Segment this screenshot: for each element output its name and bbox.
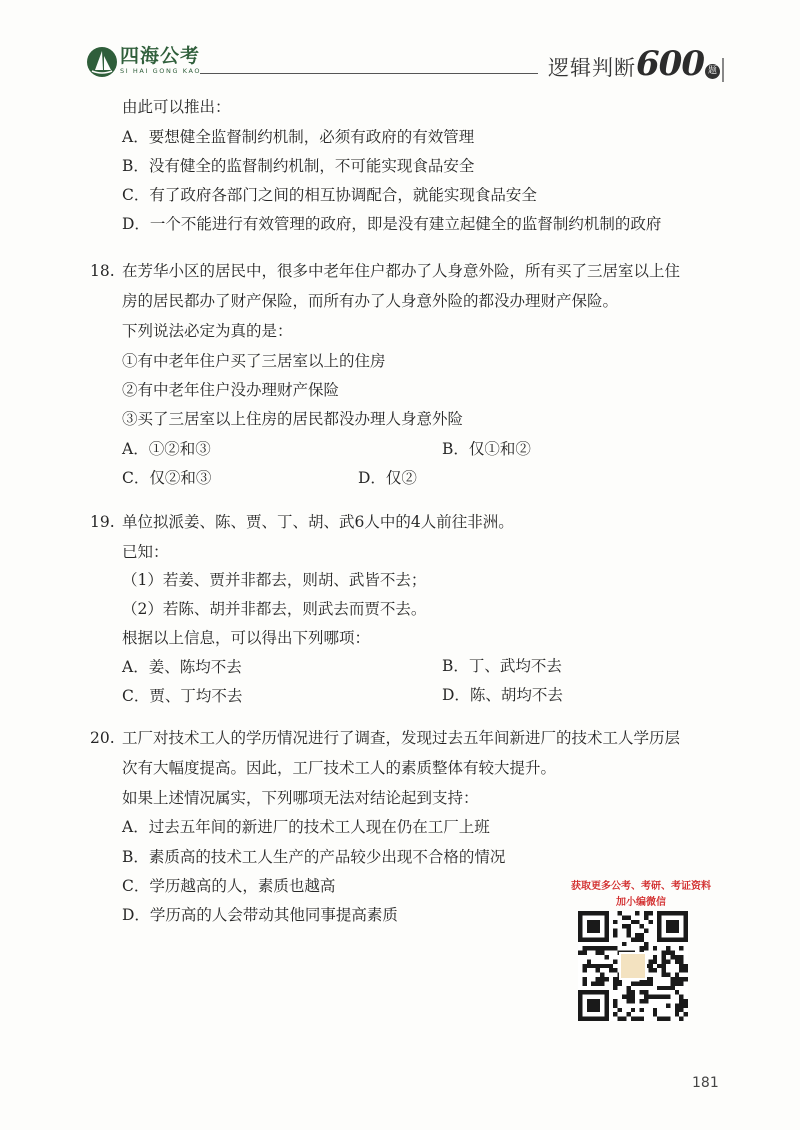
sail-logo-icon — [86, 46, 118, 78]
q18-option-c: C．仅②和③ — [122, 469, 212, 487]
q17-prompt: 由此可以推出： — [122, 98, 231, 116]
book-title — [548, 44, 720, 84]
q18-number: 18. — [90, 262, 115, 280]
q20-option-d: D．学历高的人会带动其他同事提高素质 — [122, 906, 398, 924]
q20-number: 20. — [90, 729, 115, 747]
q19-number: 19. — [90, 513, 115, 531]
q17-option-b: B．没有健全的监督制约机制，不可能实现食品安全 — [122, 157, 475, 175]
book-title-number: 600 — [636, 44, 704, 84]
qr-center-avatar-icon — [619, 952, 647, 980]
q19-condition-2: （2）若陈、胡并非都去，则武去而贾不去。 — [122, 600, 427, 618]
q18-question: 下列说法必定为真的是： — [122, 322, 293, 340]
brand-name-cn: 四海公考 — [120, 45, 201, 67]
qr-code[interactable] — [578, 911, 688, 1021]
brand-logo — [120, 46, 201, 75]
q18-option-d: D．仅② — [358, 469, 417, 487]
q19-option-b: B．丁、武均不去 — [442, 657, 562, 675]
q18-stem-line-1: 在芳华小区的居民中，很多中老年住户都办了人身意外险，所有买了三居室以上住 — [122, 262, 681, 280]
page-header — [0, 0, 800, 110]
q20-stem-line-2: 次有大幅度提高。因此，工厂技术工人的素质整体有较大提升。 — [122, 759, 557, 777]
q18-stem-line-2: 房的居民都办了财产保险，而所有办了人身意外险的都没办理财产保险。 — [122, 292, 619, 310]
qr-caption — [556, 879, 726, 911]
q19-stem: 单位拟派姜、陈、贾、丁、胡、武6人中的4人前往非洲。 — [122, 513, 514, 531]
q19-question: 根据以上信息，可以得出下列哪项： — [122, 629, 371, 647]
q20-option-c: C．学历越高的人，素质也越高 — [122, 877, 336, 895]
book-title-badge: 题 — [705, 64, 720, 79]
q20-stem-line-1: 工厂对技术工人的学历情况进行了调查，发现过去五年间新进厂的技术工人学历层 — [122, 729, 681, 747]
q20-option-a: A．过去五年间的新进厂的技术工人现在仍在工厂上班 — [122, 818, 490, 836]
header-rule — [200, 73, 538, 74]
qr-caption-line-1: 获取更多公考、考研、考证资料 — [571, 881, 711, 892]
q18-option-b: B．仅①和② — [442, 440, 531, 458]
q19-option-a: A．姜、陈均不去 — [122, 658, 242, 676]
brand-name-en: SI HAI GONG KAO — [120, 67, 202, 75]
page-number: 181 — [692, 1075, 719, 1091]
q20-question: 如果上述情况属实，下列哪项无法对结论起到支持： — [122, 789, 479, 807]
q17-option-d: D．一个不能进行有效管理的政府，即是没有建立起健全的监督制约机制的政府 — [122, 215, 662, 233]
qr-caption-line-2: 加小编微信 — [616, 897, 666, 908]
header-edge-mark — [722, 58, 724, 82]
q17-option-c: C．有了政府各部门之间的相互协调配合，就能实现食品安全 — [122, 186, 537, 204]
book-title-cn: 逻辑判断 — [548, 56, 636, 80]
q19-option-d: D．陈、胡均不去 — [442, 686, 563, 704]
q19-condition-1: （1）若姜、贾并非都去，则胡、武皆不去； — [122, 571, 427, 589]
q18-option-a: A．①②和③ — [122, 440, 211, 458]
q19-known: 已知： — [122, 543, 169, 561]
q18-statement-1: ①有中老年住户买了三居室以上的住房 — [122, 352, 386, 370]
q20-option-b: B．素质高的技术工人生产的产品较少出现不合格的情况 — [122, 848, 506, 866]
q18-statement-2: ②有中老年住户没办理财产保险 — [122, 381, 340, 399]
q19-option-c: C．贾、丁均不去 — [122, 687, 243, 705]
q18-statement-3: ③买了三居室以上住房的居民都没办理人身意外险 — [122, 410, 464, 428]
q17-option-a: A．要想健全监督制约机制，必须有政府的有效管理 — [122, 128, 475, 146]
